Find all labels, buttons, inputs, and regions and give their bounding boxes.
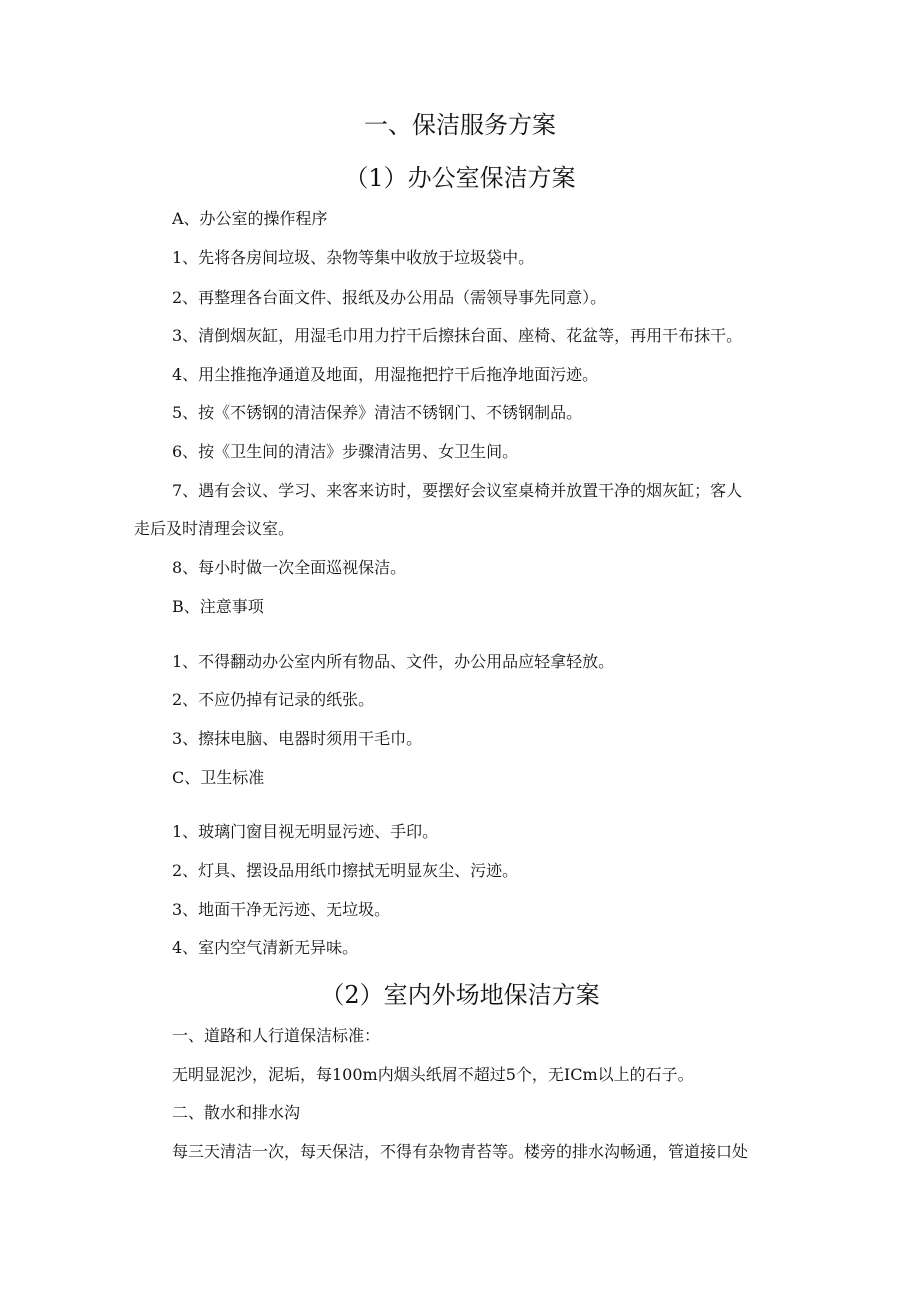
paragraph: 1、不得翻动办公室内所有物品、文件，办公用品应轻拿轻放。: [172, 652, 615, 671]
paragraph: 4、室内空气清新无异味。: [172, 938, 359, 957]
document-title: 一、保洁服务方案: [364, 111, 556, 139]
paragraph: 1、先将各房间垃圾、杂物等集中收放于垃圾袋中。: [172, 248, 535, 267]
section-heading-indoor-outdoor: （2）室内外场地保洁方案: [320, 981, 600, 1009]
paragraph: 8、每小时做一次全面巡视保洁。: [172, 558, 407, 577]
paragraph: 2、灯具、摆设品用纸巾擦拭无明显灰尘、污迹。: [172, 861, 519, 880]
section-heading-office: （1）办公室保洁方案: [344, 164, 576, 192]
paragraph: 1、玻璃门窗目视无明显污迹、手印。: [172, 822, 439, 841]
paragraph: 2、再整理各台面文件、报纸及办公用品（需领导事先同意）。: [172, 288, 607, 307]
paragraph: 3、清倒烟灰缸，用湿毛巾用力拧干后擦抹台面、座椅、花盆等，再用干布抹干。: [172, 326, 743, 345]
paragraph: 7、遇有会议、学习、来客来访时，要摆好会议室桌椅并放置干净的烟灰缸；客人: [172, 481, 743, 500]
paragraph: 无明显泥沙，泥垢，每100m内烟头纸屑不超过5个，无ICm以上的石子。: [172, 1065, 694, 1084]
paragraph: 每三天清洁一次，每天保洁，不得有杂物青苔等。楼旁的排水沟畅通，管道接口处: [172, 1142, 749, 1161]
paragraph: 5、按《不锈钢的清洁保养》清洁不锈钢门、不锈钢制品。: [172, 403, 583, 422]
paragraph: 一、道路和人行道保洁标准：: [172, 1026, 381, 1045]
paragraph: 二、散水和排水沟: [172, 1103, 301, 1122]
paragraph: 3、地面干净无污迹、无垃圾。: [172, 900, 391, 919]
paragraph: 6、按《卫生间的清洁》步骤清洁男、女卫生间。: [172, 442, 519, 461]
paragraph: 4、用尘推拖净通道及地面，用湿拖把拧干后拖净地面污迹。: [172, 365, 599, 384]
paragraph: 3、擦抹电脑、电器时须用干毛巾。: [172, 729, 423, 748]
subheading-operating-procedure: A、办公室的操作程序: [172, 209, 328, 228]
subheading-hygiene-standards: C、卫生标准: [172, 768, 265, 787]
subheading-notes: B、注意事项: [172, 597, 264, 616]
paragraph: 2、不应仍掉有记录的纸张。: [172, 690, 375, 709]
paragraph-continuation: 走后及时清理会议室。: [134, 519, 295, 538]
